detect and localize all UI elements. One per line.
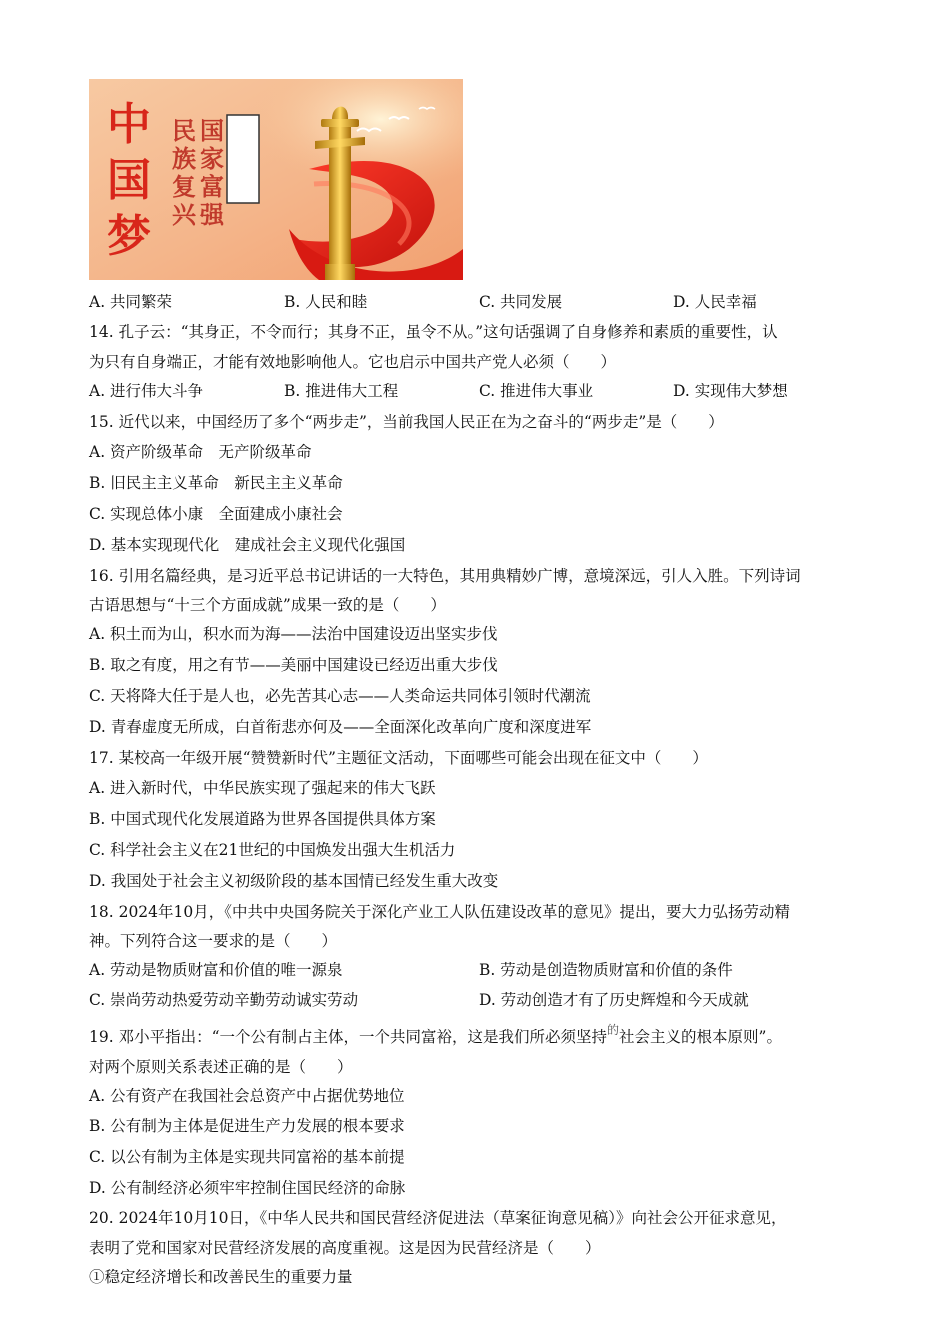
q18-option-c: C. 崇尚劳动热爱劳动辛勤劳动诚实劳动 [89,991,359,1009]
banner-main-title [103,97,155,265]
q14-stem-line2: 为只有自身端正，才能有效地影响他人。它也启示中国共产党人必须（ ） [89,353,617,371]
q20-stem-line1: 20. 2024年10月10日，《中华人民共和国民营经济促进法（草案征询意见稿）》向社会公开征求意见， [89,1209,787,1227]
q20-stem-line2: 表明了党和国家对民营经济发展的高度重视。这是因为民营经济是（ ） [89,1239,601,1257]
q16-option-d: D. 青春虚度无所成，白首衔悲亦何及——全面深化改革向广度和深度进军 [89,718,592,736]
q17-option-b: B. 中国式现代化发展道路为世界各国提供具体方案 [89,810,436,828]
q18-option-b: B. 劳动是创造物质财富和价值的条件 [479,961,733,979]
q19-stem-line1 [89,1023,782,1049]
banner-char: 兴 [172,201,196,229]
q16-option-c: C. 天将降大任于是人也，必先苦其心志——人类命运共同体引领时代潮流 [89,687,591,705]
banner-char: 复 [172,173,196,201]
q19-stem-line1-part2: 社会主义的根本原则”。 [619,1028,782,1046]
q14-option-b: B. 推进伟大工程 [284,382,399,400]
banner-char: 中 [107,99,151,150]
q17-option-d: D. 我国处于社会主义初级阶段的基本国情已经发生重大改变 [89,872,499,890]
q17-option-a: A. 进入新时代，中华民族实现了强起来的伟大飞跃 [89,779,436,797]
q19-option-a: A. 公有资产在我国社会总资产中占据优势地位 [89,1087,405,1105]
q14-option-d: D. 实现伟大梦想 [673,382,788,400]
q19-stem-line1-part1: 19. 邓小平指出：“一个公有制占主体，一个共同富裕，这是我们所必须坚持 [89,1028,608,1046]
q19-stem-line2: 对两个原则关系表述正确的是（ ） [89,1058,353,1076]
q15-option-c: C. 实现总体小康 全面建成小康社会 [89,505,343,523]
q14-option-c: C. 推进伟大事业 [479,382,594,400]
banner-char: 家 [200,145,224,173]
banner-char: 强 [200,201,224,229]
q15-option-a: A. 资产阶级革命 无产阶级革命 [89,443,312,461]
q17-option-c: C. 科学社会主义在21世纪的中国焕发出强大生机活力 [89,841,456,859]
banner-char: 民 [172,117,196,145]
q18-option-a: A. 劳动是物质财富和价值的唯一源泉 [89,961,343,979]
q16-stem-line2: 古语思想与“十三个方面成就”成果一致的是（ ） [89,596,446,614]
q19-option-b: B. 公有制为主体是促进生产力发展的根本要求 [89,1117,405,1135]
q14-stem-line1: 14. 孔子云：“其身正，不令而行；其身不正，虽令不从。”这句话强调了自身修养和素质的重要性，认 [89,323,778,341]
q20-item-1: ①稳定经济增长和改善民生的重要力量 [89,1268,353,1286]
q13-option-a: A. 共同繁荣 [89,293,173,311]
banner-phrase-col2 [199,117,225,229]
q15-stem: 15. 近代以来，中国经历了多个“两步走”，当前我国人民正在为之奋斗的“两步走”是（ ） [89,413,724,431]
q16-option-a: A. 积土而为山，积水而为海——法治中国建设迈出坚实步伐 [89,625,498,643]
q19-stem-superscript: 的 [607,1023,620,1037]
banner-char: 梦 [107,211,151,262]
banner-phrase-col1 [171,117,197,229]
q17-stem: 17. 某校高一年级开展“赞赞新时代”主题征文活动，下面哪些可能会出现在征文中（ ） [89,749,708,767]
q15-option-d: D. 基本实现现代化 建成社会主义现代化强国 [89,536,406,554]
q15-option-b: B. 旧民主主义革命 新民主主义革命 [89,474,343,492]
banner-char: 国 [200,117,224,145]
q18-option-d: D. 劳动创造才有了历史辉煌和今天成就 [479,991,749,1009]
q16-option-b: B. 取之有度，用之有节——美丽中国建设已经迈出重大步伐 [89,656,498,674]
banner-char: 国 [107,155,151,206]
q18-stem-line2: 神。下列符合这一要求的是（ ） [89,932,338,950]
q14-option-a: A. 进行伟大斗争 [89,382,204,400]
q19-option-d: D. 公有制经济必须牢牢控制住国民经济的命脉 [89,1179,406,1197]
q13-option-b: B. 人民和睦 [284,293,368,311]
banner-char: 族 [172,145,196,173]
q18-stem-line1: 18. 2024年10月，《中共中央国务院关于深化产业工人队伍建设改革的意见》提出，要大力弘扬劳动精 [89,903,790,921]
q13-option-d: D. 人民幸福 [673,293,757,311]
china-dream-banner-image [89,79,463,280]
q16-stem-line1: 16. 引用名篇经典，是习近平总书记讲话的一大特色，其用典精妙广博，意境深远，引人入胜。下列诗词 [89,567,801,585]
q13-option-c: C. 共同发展 [479,293,563,311]
banner-char: 富 [200,173,224,201]
q19-option-c: C. 以公有制为主体是实现共同富裕的基本前提 [89,1148,405,1166]
